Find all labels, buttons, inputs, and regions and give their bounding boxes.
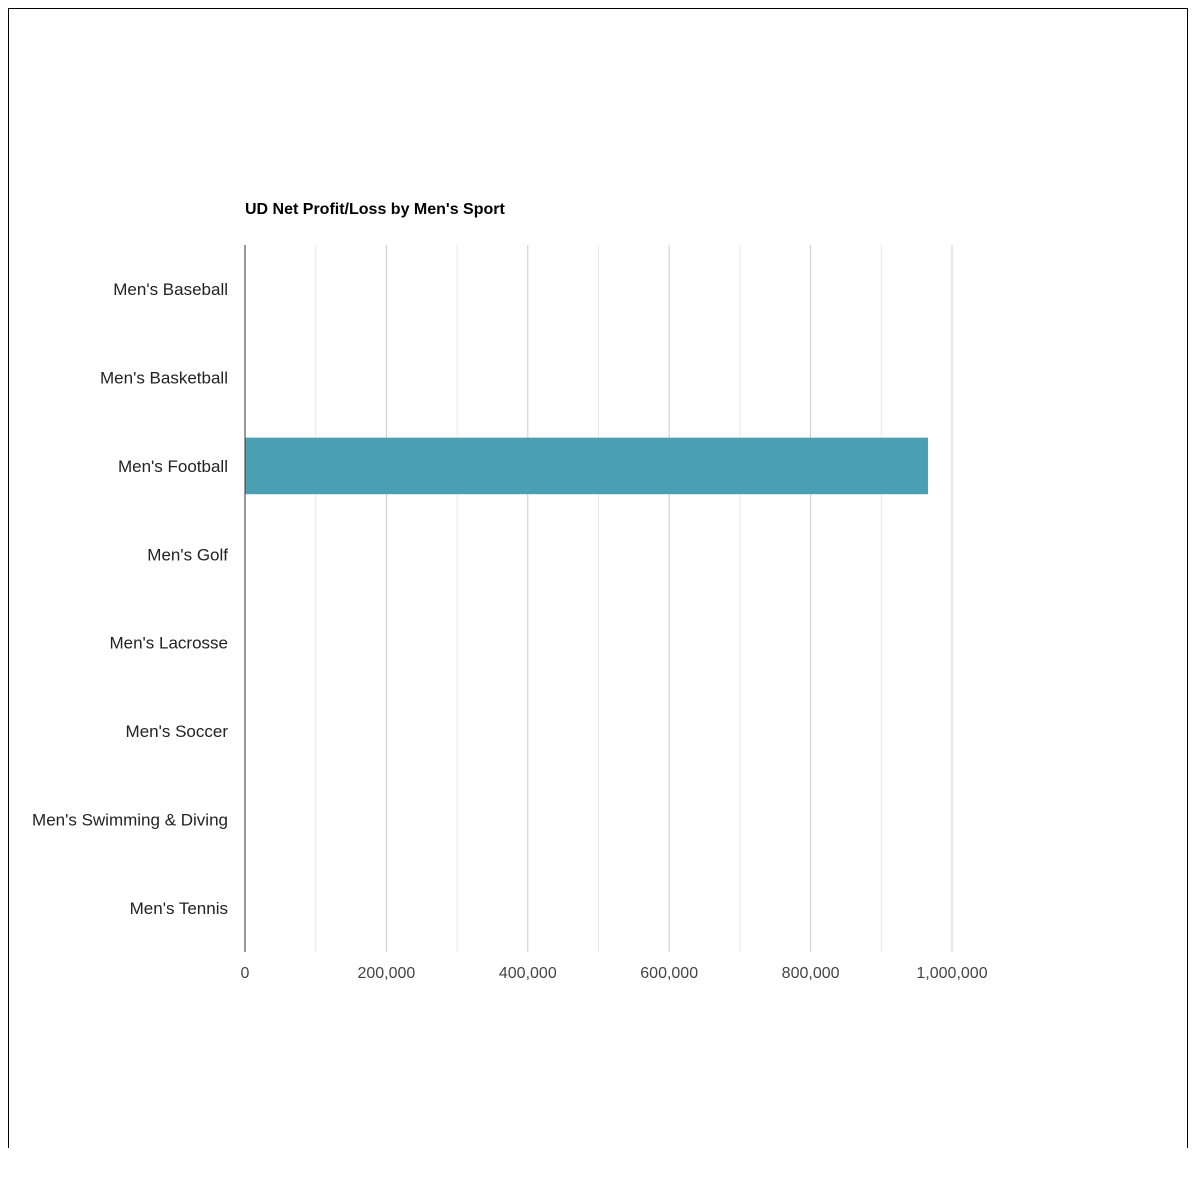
category-label: Men's Baseball: [113, 280, 228, 300]
category-label: Men's Tennis: [129, 898, 228, 918]
x-tick-label: 200,000: [357, 965, 416, 982]
x-tick-label: 1,000,000: [916, 965, 988, 982]
x-tick-label: 800,000: [781, 965, 840, 982]
category-label: Men's Lacrosse: [109, 633, 228, 653]
x-tick-labels: [241, 965, 988, 982]
category-label: Men's Golf: [147, 545, 228, 565]
chart-title: UD Net Profit/Loss by Men's Sport: [245, 201, 505, 218]
bars: [245, 438, 928, 495]
x-tick-label: 400,000: [498, 965, 557, 982]
category-label: Men's Football: [117, 456, 228, 476]
gridlines: [316, 245, 952, 952]
category-labels: [32, 280, 228, 918]
x-tick-label: 600,000: [640, 965, 699, 982]
x-tick-label: 0: [240, 965, 250, 982]
category-label: Men's Basketball: [100, 368, 228, 388]
category-label: Men's Soccer: [125, 722, 228, 742]
category-label: Men's Swimming & Diving: [32, 810, 228, 830]
bar: [245, 438, 928, 495]
